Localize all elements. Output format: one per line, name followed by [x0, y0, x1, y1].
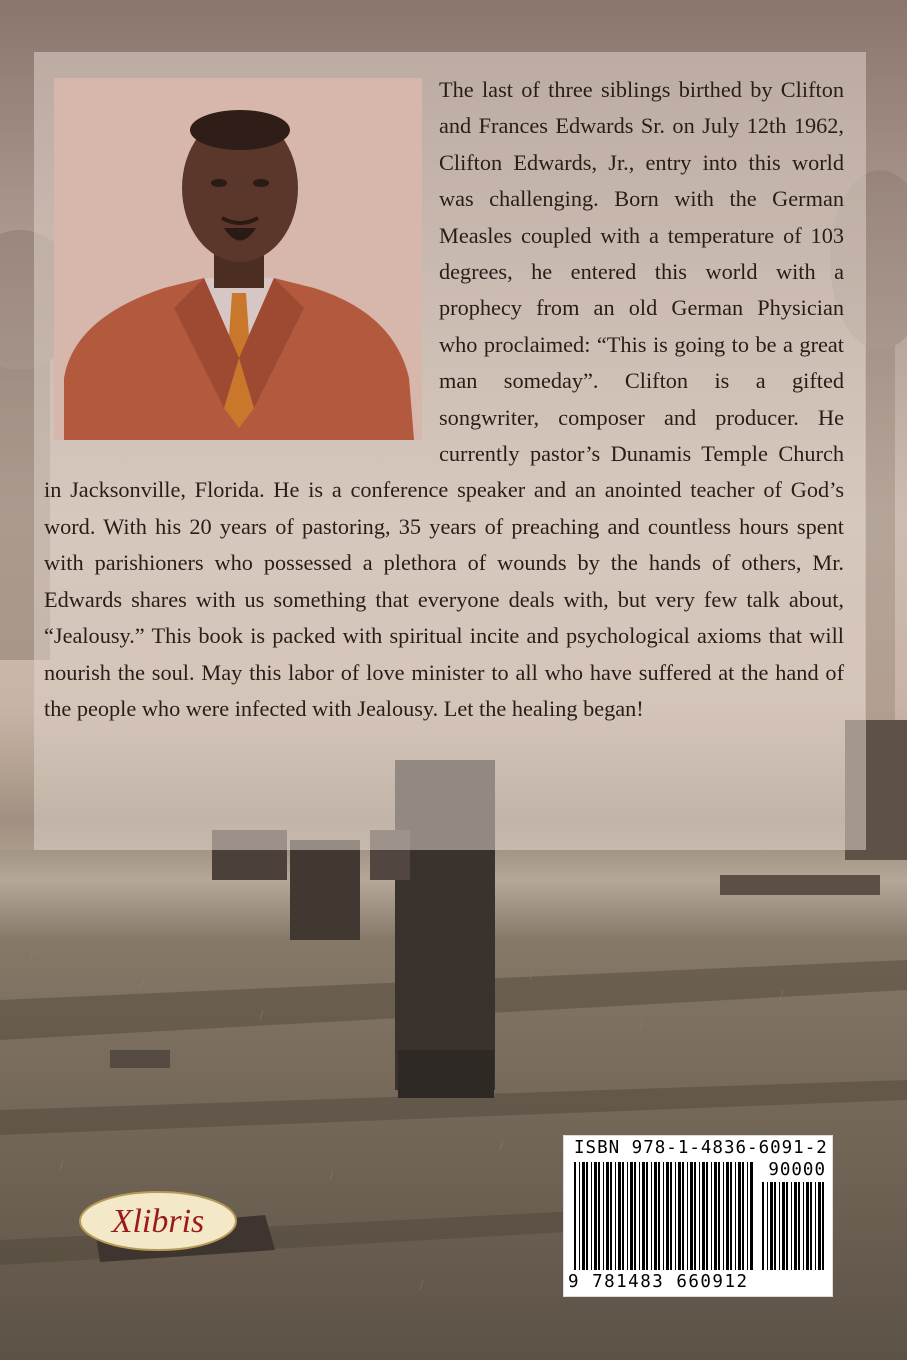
price-code: 90000 — [768, 1160, 826, 1180]
ean-digits: 9 781483 660912 — [568, 1272, 749, 1292]
isbn-label: ISBN 978-1-4836-6091-2 — [574, 1138, 828, 1158]
author-bio — [34, 52, 866, 850]
isbn-barcode — [563, 1135, 833, 1297]
photo-text-wrap-spacer — [34, 52, 439, 444]
xlibris-logo — [78, 1190, 238, 1252]
bio-paragraph: The last of three siblings birthed by Clifton and Frances Edwards Sr. on July 12th 1962, Clifton Edwards, Jr., entry into this world was challenging. Born with the German Measles coupled with a temperature of 103 degrees, he entered this world with a prophecy from an old German Physician who proclaimed: “This is going to be a great man someday”. Clifton is a gifted songwriter, composer and producer. He currently pastor’s Dunamis Temple Church in Jacksonville, Florida. He is a conference speaker and an anointed teacher of God’s word. With his 20 years of pastoring, 35 years of preaching and countless hours spent with parishioners who possessed a plethora of wounds by the hands of others, Mr. Edwards shares with us something that everyone deals with, but very few talk about, “Jealousy.” This book is packed with spiritual incite and psychological axioms that will nourish the soul. May this labor of love minister to all who have suffered at the hand of the people who were infected with Jealousy. Let the healing began! — [44, 77, 844, 721]
xlibris-logo-text: Xlibris — [111, 1203, 205, 1240]
addon-bars — [762, 1182, 824, 1270]
ean-bars — [574, 1162, 754, 1270]
